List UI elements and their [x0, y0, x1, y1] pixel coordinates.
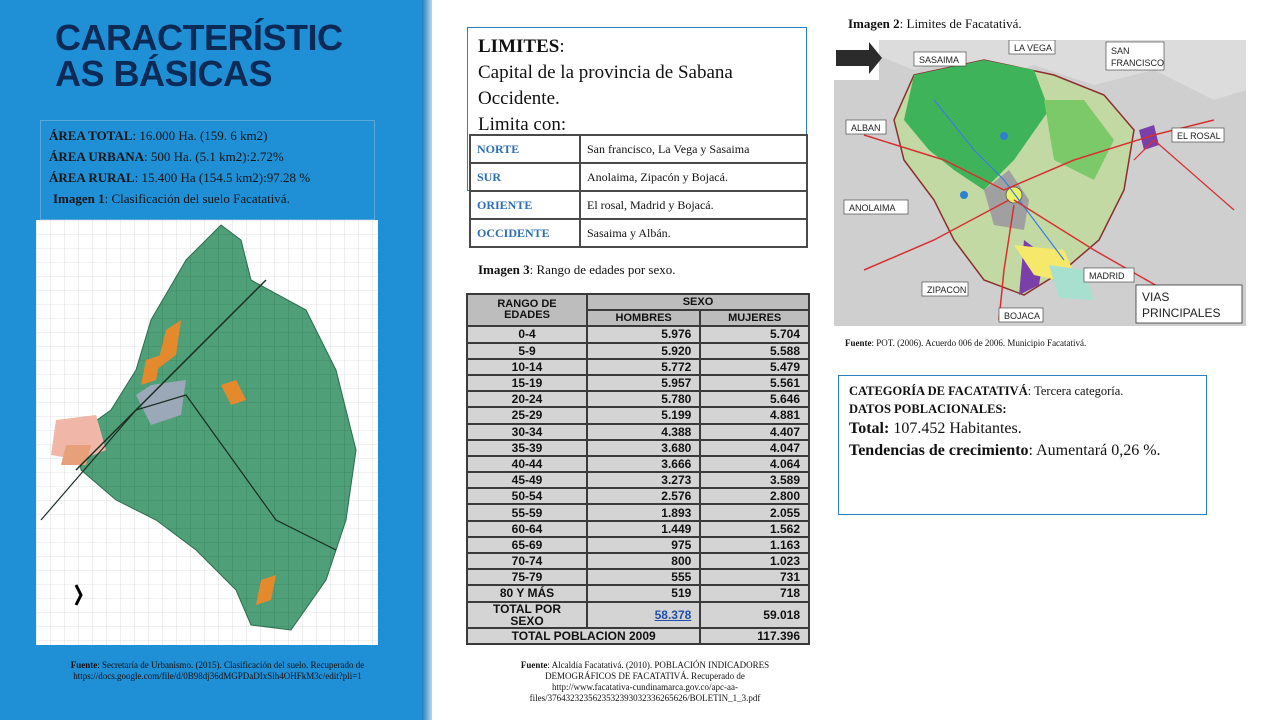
age-range-table — [466, 293, 810, 645]
table-row: TOTAL POR SEXO 58.378 59.018 — [467, 602, 809, 628]
soil-map-graphic — [36, 220, 378, 645]
table-row: NORTE San francisco, La Vega y Sasaima — [470, 135, 807, 163]
map-label-vias-1: VIAS — [1142, 290, 1170, 304]
map-label-san-francisco-1: SAN — [1111, 46, 1130, 56]
source-note-1: Fuente: Secretaría de Urbanismo. (2015). Clasificación del suelo. Recuperado de https://docs.google.com/file/d/0B98dj36dMGPDaDIxSlh4OHFkM3c/edit?pli=1 — [70, 660, 365, 681]
table-row: 30-34 4.388 4.407 — [467, 424, 809, 440]
area-rural: ÁREA RURAL: 15.400 Ha (154.5 km2):97.28 % — [49, 170, 311, 185]
map-label-vias-2: PRINCIPALES — [1142, 306, 1221, 320]
slide-title: CARACTERÍSTIC AS BÁSICAS — [55, 17, 343, 94]
table-row: 0-4 5.976 5.704 — [467, 326, 809, 342]
table-row: 25-29 5.199 4.881 — [467, 407, 809, 423]
table-row: 35-39 3.680 4.047 — [467, 440, 809, 456]
map-label-sasaima: SASAIMA — [919, 55, 960, 65]
table-row: TOTAL POBLACION 2009 117.396 — [467, 628, 809, 644]
table-header-row: RANGO DE EDADES SEXO — [467, 294, 809, 310]
table-row: 40-44 3.666 4.064 — [467, 456, 809, 472]
table-row: SUR Anolaima, Zipacón y Bojacá. — [470, 163, 807, 191]
table-row: 50-54 2.576 2.800 — [467, 488, 809, 504]
map-label-anolaima: ANOLAIMA — [849, 203, 896, 213]
limits-with: Limita con: — [478, 114, 567, 135]
area-total: ÁREA TOTAL: 16.000 Ha. (159. 6 km2) — [49, 128, 268, 143]
image2-caption: Imagen 2: Limites de Facatativá. — [848, 16, 1022, 31]
table-header-row: HOMBRES MUJERES — [467, 310, 809, 326]
image1-caption: Imagen 1: Clasificación del suelo Facatativá. — [53, 191, 290, 206]
map-label-san-francisco-2: FRANCISCO — [1111, 58, 1165, 68]
table-row: 70-74 800 1.023 — [467, 553, 809, 569]
datos-heading: DATOS POBLACIONALES: — [849, 402, 1007, 416]
table-row: 45-49 3.273 3.589 — [467, 472, 809, 488]
table-row: 60-64 1.449 1.562 — [467, 521, 809, 537]
limits-heading: LIMITES: — [478, 36, 565, 57]
image3-caption: Imagen 3: Rango de edades por sexo. — [478, 262, 676, 277]
limits-capital: Capital de la provincia de Sabana Occidente. — [478, 62, 733, 109]
map-label-el-rosal: EL ROSAL — [1177, 131, 1221, 141]
total-population: Total: 107.452 Habitantes. — [849, 420, 1022, 437]
map-label-bojaca: BOJACA — [1004, 311, 1041, 321]
table-row: ORIENTE El rosal, Madrid y Bojacá. — [470, 191, 807, 219]
area-info-box — [40, 120, 375, 220]
source-note-3: Fuente: Alcaldía Facatativá. (2010). POBLACIÓN INDICADORES DEMOGRÁFICOS DE FACATATIVÁ. Recuperado de http://www.facatativa-cundinamarca.gov.co/apc-aa-files/3764323235623532393032336265626/BOLETIN_1_3.pdf — [520, 660, 770, 703]
map-label-madrid: MADRID — [1089, 271, 1125, 281]
table-row: 65-69 975 1.163 — [467, 537, 809, 553]
area-urbana: ÁREA URBANA: 500 Ha. (5.1 km2):2.72% — [49, 149, 284, 164]
table-row: 10-14 5.772 5.479 — [467, 359, 809, 375]
table-row: 15-19 5.957 5.561 — [467, 375, 809, 391]
boundaries-map — [834, 40, 1246, 326]
table-row: 5-9 5.920 5.588 — [467, 343, 809, 359]
category-box — [838, 375, 1207, 515]
table-row: 80 Y MÁS 519 718 — [467, 585, 809, 601]
category-line: CATEGORÍA DE FACATATIVÁ: Tercera categoría. — [849, 384, 1124, 398]
limits-heading-block — [478, 34, 798, 138]
table-row: 75-79 555 731 — [467, 569, 809, 585]
panel-edge — [422, 0, 432, 720]
map-label-alban: ALBAN — [851, 123, 881, 133]
map-label-zipacon: ZIPACON — [927, 285, 967, 295]
table-row: OCCIDENTE Sasaima y Albán. — [470, 219, 807, 247]
soil-classification-map — [36, 220, 378, 645]
limits-table — [469, 134, 808, 248]
source-note-2: Fuente: POT. (2006). Acuerdo 006 de 2006. Municipio Facatativá. — [845, 338, 1087, 348]
table-row: 55-59 1.893 2.055 — [467, 504, 809, 520]
boundaries-map-graphic — [834, 40, 1246, 326]
growth-trend: Tendencias de crecimiento: Aumentará 0,26 %. — [849, 442, 1161, 459]
map-label-la-vega: LA VEGA — [1014, 43, 1053, 53]
table-row: 20-24 5.780 5.646 — [467, 391, 809, 407]
